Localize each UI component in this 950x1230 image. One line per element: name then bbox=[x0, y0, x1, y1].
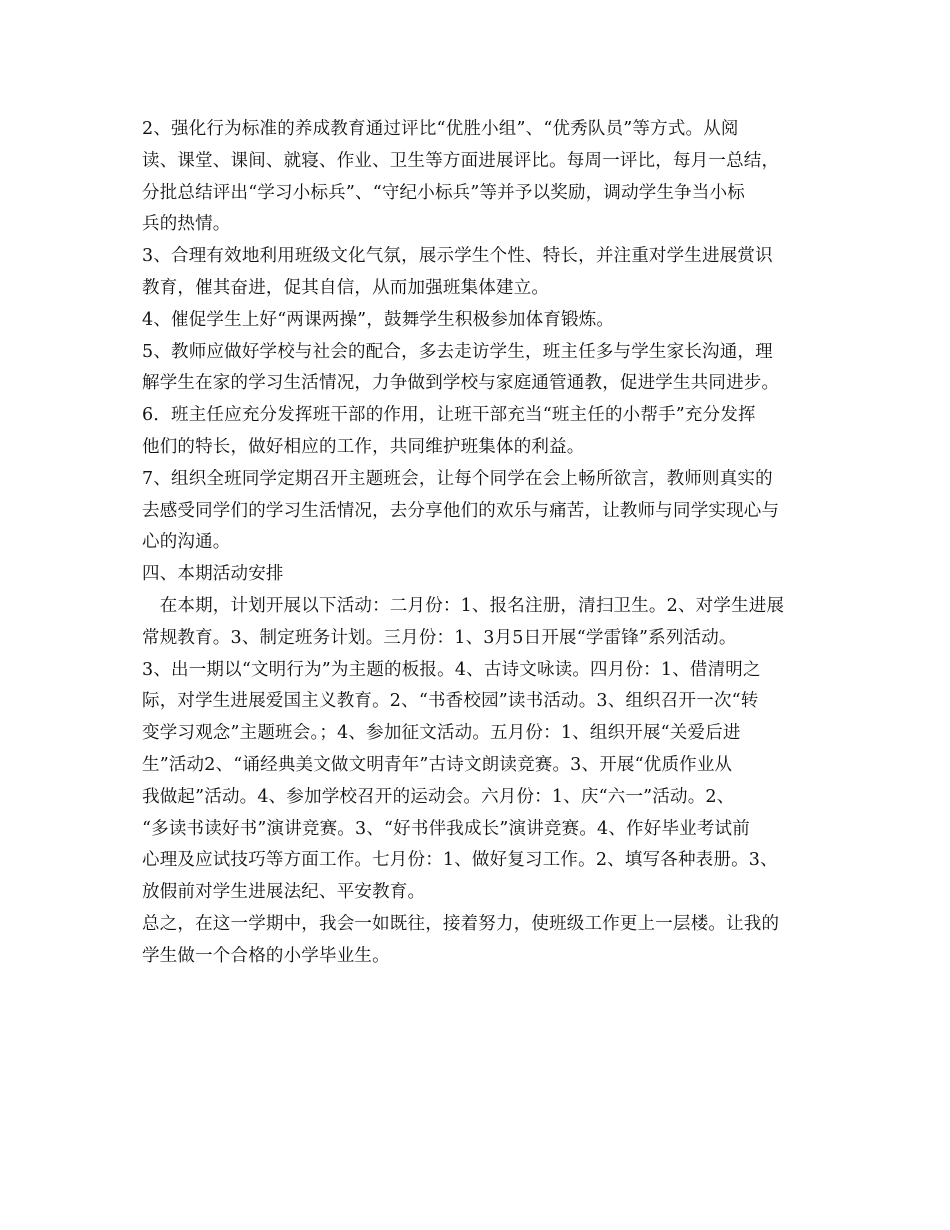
text-line: 2、强化行为标准的养成教育通过评比“优胜小组”、“优秀队员”等方式。从阅 bbox=[142, 119, 739, 139]
text-line: 3、出一期以“文明行为”为主题的板报。4、古诗文咏读。四月份：1、借清明之 bbox=[142, 659, 761, 680]
text-line: 生”活动2、“诵经典美文做文明青年”古诗文朗读竞赛。3、开展“优质作业从 bbox=[142, 754, 733, 775]
section-heading: 四、本期活动安排 bbox=[142, 564, 284, 585]
text-line: 在本期，计划开展以下活动：二月份：1、报名注册，清扫卫生。2、对学生进展 bbox=[142, 595, 785, 616]
document-body bbox=[142, 114, 810, 973]
text-line: 3、合理有效地利用班级文化气氛，展示学生个性、特长，并注重对学生进展赏识 bbox=[142, 246, 773, 267]
text-line: 6．班主任应充分发挥班干部的作用，让班干部充当“班主任的小帮手”充分发挥 bbox=[142, 405, 756, 426]
text-line: 放假前对学生进展法纪、平安教育。 bbox=[142, 882, 426, 903]
text-line: 读、课堂、课间、就寝、作业、卫生等方面进展评比。每周一评比，每月一总结， bbox=[142, 150, 780, 171]
text-line: 际，对学生进展爱国主义教育。2、“书香校园”读书活动。3、组织召开一次“转 bbox=[142, 691, 759, 712]
text-line: 总之，在这一学期中，我会一如既往，接着努力，使班级工作更上一层楼。让我的 bbox=[142, 913, 780, 934]
text-line: 学生做一个合格的小学毕业生。 bbox=[142, 945, 390, 966]
text-line: 去感受同学们的学习生活情况，去分享他们的欢乐与痛苦，让教师与同学实现心与 bbox=[142, 500, 780, 521]
text-line: 兵的热情。 bbox=[142, 214, 231, 235]
text-line: 分批总结评出“学习小标兵”、“守纪小标兵”等并予以奖励，调动学生争当小标 bbox=[142, 182, 745, 203]
text-line: 教育，催其奋进，促其自信，从而加强班集体建立。 bbox=[142, 277, 550, 298]
text-line: 5、教师应做好学校与社会的配合，多去走访学生，班主任多与学生家长沟通，理 bbox=[142, 341, 773, 362]
text-line: 他们的特长，做好相应的工作，共同维护班集体的利益。 bbox=[142, 436, 585, 457]
text-line: 心理及应试技巧等方面工作。七月份：1、做好复习工作。2、填写各种表册。3、 bbox=[142, 850, 778, 871]
text-line: “多读书读好书”演讲竞赛。3、“好书伴我成长”演讲竞赛。4、作好毕业考试前 bbox=[142, 818, 750, 839]
text-line: 心的沟通。 bbox=[142, 532, 231, 553]
text-line: 常规教育。3、制定班务计划。三月份：1、3月5日开展“学雷锋”系列活动。 bbox=[142, 627, 737, 648]
text-line: 7、组织全班同学定期召开主题班会，让每个同学在会上畅所欲言，教师则真实的 bbox=[142, 468, 773, 489]
text-line: 我做起”活动。4、参加学校召开的运动会。六月份：1、庆“六一”活动。2、 bbox=[142, 786, 735, 807]
text-line: 解学生在家的学习生活情况，力争做到学校与家庭通管通教，促进学生共同进步。 bbox=[142, 373, 780, 394]
text-line: 变学习观念”主题班会。；4、参加征文活动。五月份：1、组织开展“关爱后进 bbox=[142, 723, 741, 744]
text-line: 4、催促学生上好“两课两操”，鼓舞学生积极参加体育锻炼。 bbox=[142, 309, 615, 330]
